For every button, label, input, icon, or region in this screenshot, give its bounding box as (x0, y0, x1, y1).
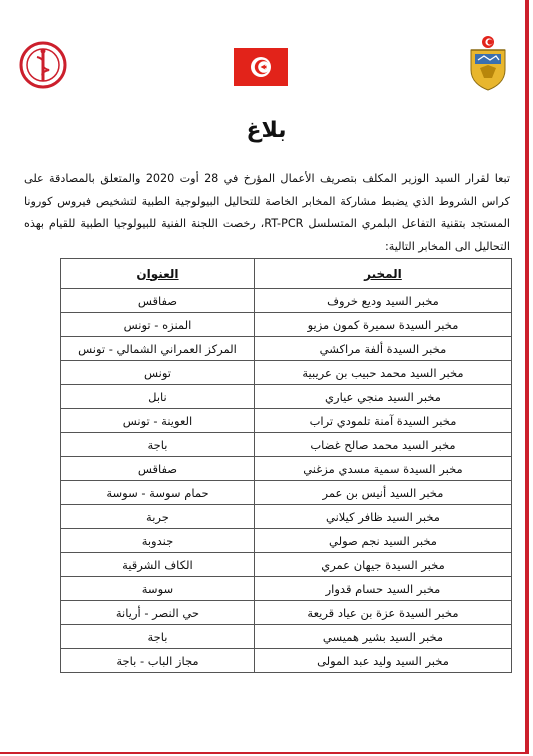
lab-name: مخبر السيد حسام قدوار (254, 577, 511, 601)
lab-name: مخبر السيدة عزة بن عياد قريعة (254, 601, 511, 625)
health-ministry-logo-icon (18, 40, 68, 90)
lab-name: مخبر السيد محمد صالح غضاب (254, 433, 511, 457)
lab-name: مخبر السيدة آمنة تلمودي تراب (254, 409, 511, 433)
lab-address: باجة (61, 625, 255, 649)
table-row (61, 409, 512, 433)
lab-address: باجة (61, 433, 255, 457)
lab-address: صفاقس (61, 457, 255, 481)
table-row (61, 577, 512, 601)
intro-paragraph: تبعا لقرار السيد الوزير المكلف بتصريف الأعمال المؤرخ في 28 أوت 2020 والمتعلق بالمصادقة على كراس الشروط الذي يضبط مشاركة المخابر الخاصة للتحاليل البيولوجية الطبية لتشخيص فيروس كورونا المستجد بتقنية التفاعل البلمري المتسلسل RT-PCR، رخصت اللجنة الفنية للبيولوجيا الطبية للقيام بهذه التحاليل الى المخابر التالية: (24, 172, 511, 253)
header-lab: المخبر (254, 259, 511, 289)
lab-address: حي النصر - أريانة (61, 601, 255, 625)
tunisia-flag-icon (234, 48, 288, 86)
lab-name: مخبر السيدة ألفة مراكشي (254, 337, 511, 361)
lab-name: مخبر السيد وديع خروف (254, 289, 511, 313)
lab-address: صفاقس (61, 289, 255, 313)
lab-name: مخبر السيد بشير هميسي (254, 625, 511, 649)
table-row (61, 553, 512, 577)
table-row (61, 625, 512, 649)
lab-address: تونس (61, 361, 255, 385)
table-row (61, 385, 512, 409)
lab-name: مخبر السيدة سميرة كمون مزيو (254, 313, 511, 337)
lab-address: حمام سوسة - سوسة (61, 481, 255, 505)
lab-address: جندوبة (61, 529, 255, 553)
lab-name: مخبر السيد نجم صولي (254, 529, 511, 553)
lab-address: المنزه - تونس (61, 313, 255, 337)
table-row (61, 289, 512, 313)
table-row (61, 313, 512, 337)
table-row (61, 433, 512, 457)
table-row (61, 457, 512, 481)
lab-name: مخبر السيد وليد عبد المولى (254, 649, 511, 673)
lab-name: مخبر السيد أنيس بن عمر (254, 481, 511, 505)
table-row (61, 481, 512, 505)
lab-address: العوينة - تونس (61, 409, 255, 433)
table-header-row (61, 259, 512, 289)
lab-address: المركز العمراني الشمالي - تونس (61, 337, 255, 361)
lab-address: مجاز الباب - باجة (61, 649, 255, 673)
table-row (61, 529, 512, 553)
lab-name: مخبر السيد منجي عياري (254, 385, 511, 409)
lab-address: جربة (61, 505, 255, 529)
lab-address: نابل (61, 385, 255, 409)
page-title: بلاغ (246, 118, 287, 143)
lab-name: مخبر السيد محمد حبيب بن عريبية (254, 361, 511, 385)
lab-address: الكاف الشرقية (61, 553, 255, 577)
labs-table (60, 258, 512, 673)
table-row (61, 649, 512, 673)
table-row (61, 505, 512, 529)
tunisia-coat-of-arms-icon (466, 34, 510, 92)
header-address: العنوان (61, 259, 255, 289)
lab-name: مخبر السيدة سمية مسدي مزغني (254, 457, 511, 481)
table-row (61, 337, 512, 361)
letterhead (0, 34, 533, 104)
lab-address: سوسة (61, 577, 255, 601)
table-row (61, 361, 512, 385)
lab-name: مخبر السيدة جيهان عمري (254, 553, 511, 577)
table-row (61, 601, 512, 625)
lab-name: مخبر السيد ظافر كيلاني (254, 505, 511, 529)
